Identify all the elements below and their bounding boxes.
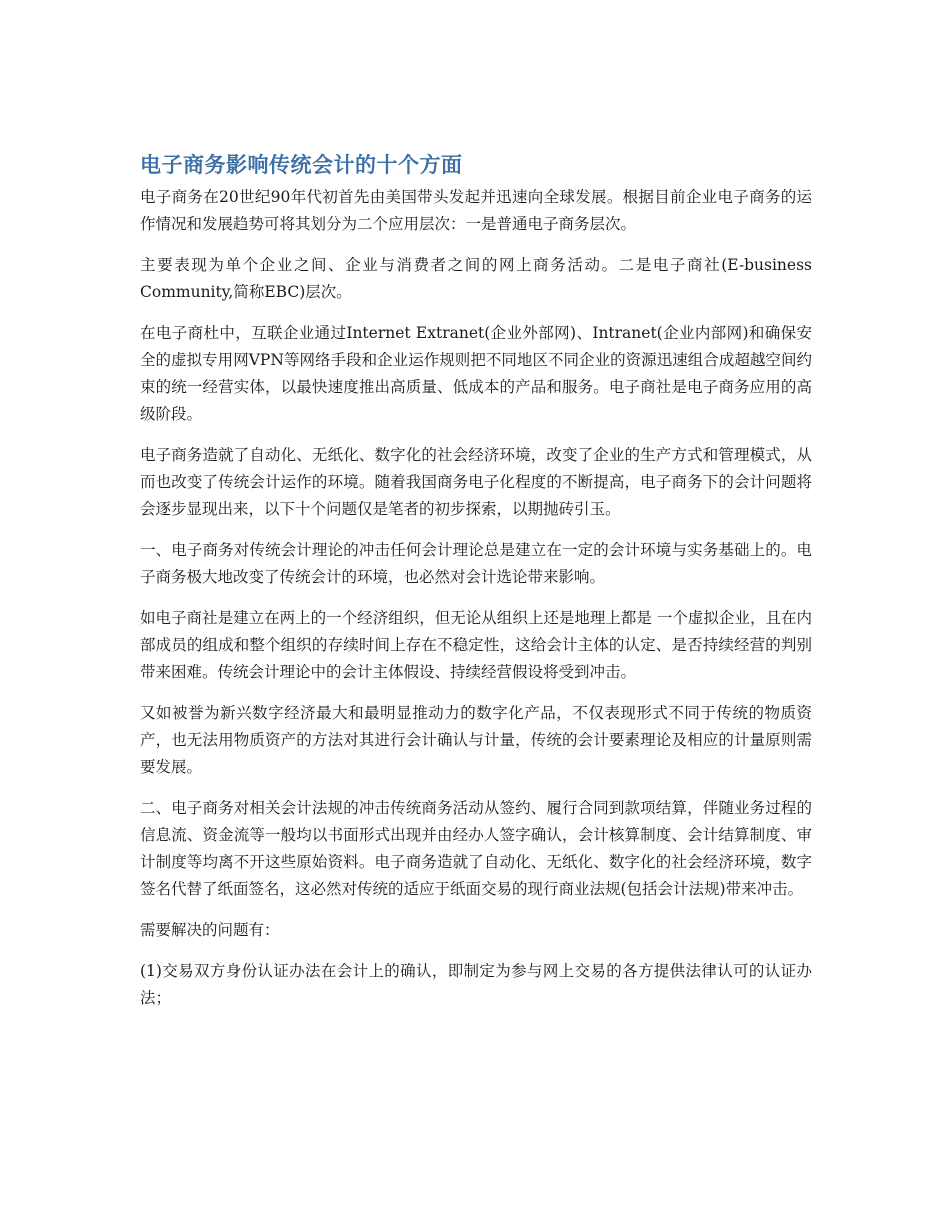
paragraph-environment: 电子商务造就了自动化、无纸化、数字化的社会经济环境，改变了企业的生产方式和管理模式，从而也改变了传统会计运作的环境。随着我国商务电子化程度的不断提高，电子商务下的会计问题将会逐步显现出来，以下十个问题仅是笔者的初步探索，以期抛砖引玉。	[140, 446, 812, 518]
paragraph-section-one: 一、电子商务对传统会计理论的冲击任何会计理论总是建立在一定的会计环境与实务基础上的。电子商务极大地改变了传统会计的环境，也必然对会计选论带来影响。	[140, 541, 812, 586]
paragraph-issues-heading: 需要解决的问题有：	[140, 921, 280, 939]
page-title: 电子商务影响传统会计的十个方面	[140, 153, 463, 177]
paragraph-issue-one: (1)交易双方身份认证办法在会计上的确认，即制定为参与网上交易的各方提供法律认可的认证办法；	[140, 962, 812, 1007]
paragraph-digital-products: 又如被誉为新兴数字经济最大和最明显推动力的数字化产品，不仅表现形式不同于传统的物质资产，也无法用物质资产的方法对其进行会计确认与计量，传统的会计要素理论及相应的计量原则需要发展。	[140, 704, 812, 776]
paragraph-intro: 电子商务在20世纪90年代初首先由美国带头发起并迅速向全球发展。根据目前企业电子商务的运作情况和发展趋势可将其划分为二个应用层次：一是普通电子商务层次。	[140, 188, 812, 233]
paragraph-ebc: 主要表现为单个企业之间、企业与消费者之间的网上商务活动。二是电子商社(E-business Community,简称EBC)层次。	[140, 256, 812, 301]
document-page	[140, 150, 812, 1026]
paragraph-virtual-enterprise: 如电子商社是建立在两上的一个经济组织，但无论从组织上还是地理上都是 一个虚拟企业，且在内部成员的组成和整个组织的存续时间上存在不稳定性，这给会计主体的认定、是否持续经营的判别带来困难。传统会计理论中的会计主体假设、持续经营假设将受到冲击。	[140, 609, 812, 681]
paragraph-section-two: 二、电子商务对相关会计法规的冲击传统商务活动从签约、履行合同到款项结算，伴随业务过程的信息流、资金流等一般均以书面形式出现并由经办人签字确认，会计核算制度、会计结算制度、审计制度等均离不开这些原始资料。电子商务造就了自动化、无纸化、数字化的社会经济环境，数字签名代替了纸面签名，这必然对传统的适应于纸面交易的现行商业法规(包括会计法规)带来冲击。	[140, 799, 812, 898]
paragraph-network: 在电子商杜中，互联企业通过Internet Extranet(企业外部网)、Intranet(企业内部网)和确保安全的虚拟专用网VPN等网络手段和企业运作规则把不同地区不同企业的资源迅速组合成超越空间约束的统一经营实体，以最快速度推出高质量、低成本的产品和服务。电子商社是电子商务应用的高级阶段。	[140, 324, 812, 423]
